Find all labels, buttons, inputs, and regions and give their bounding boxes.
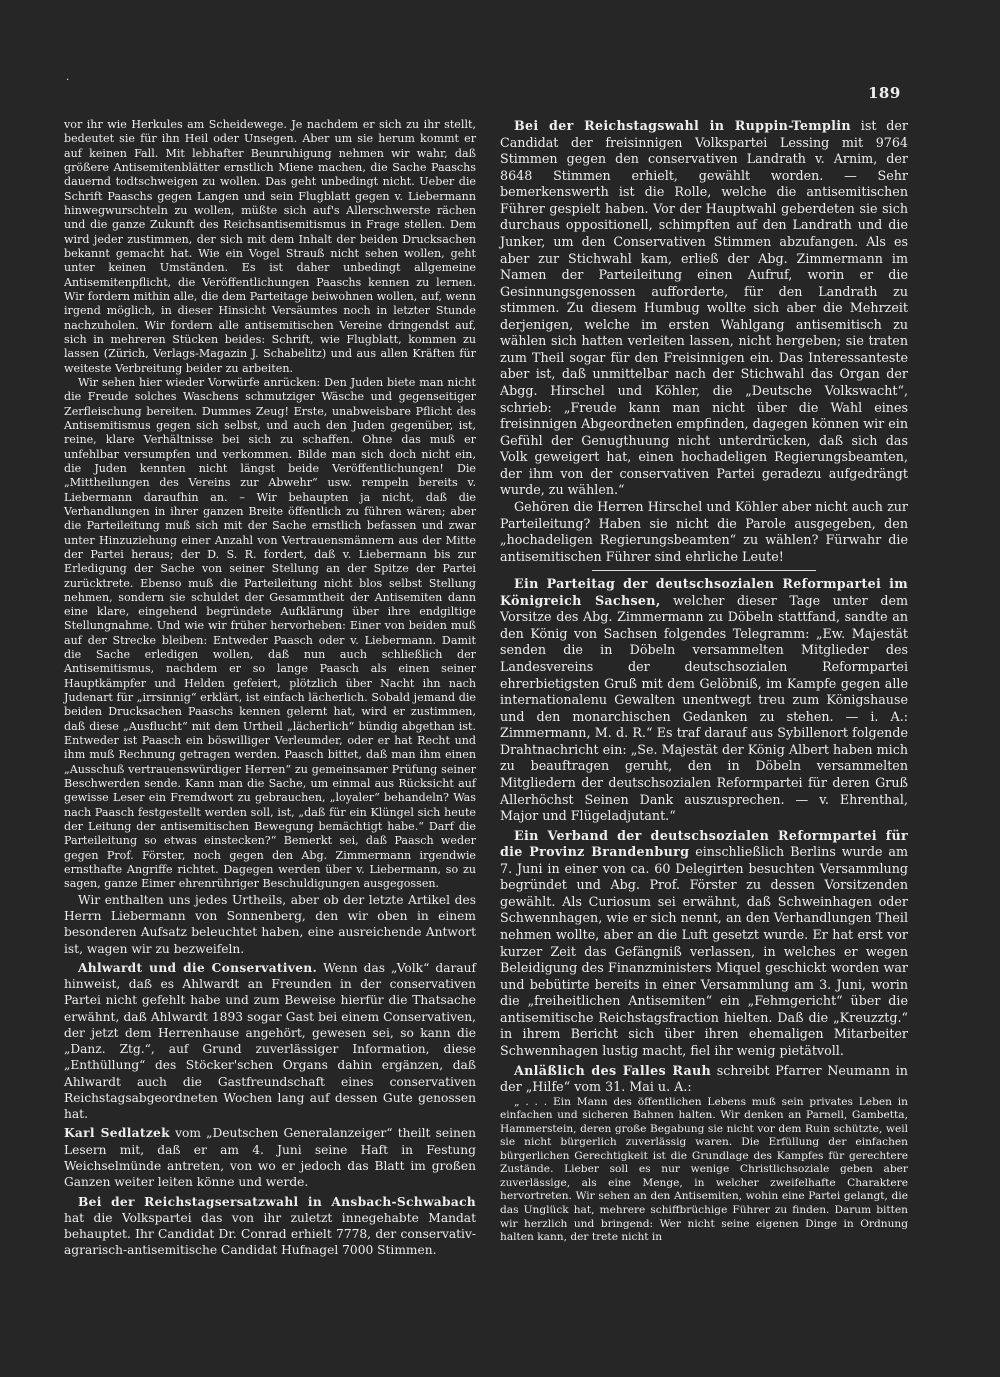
article-heading: Bei der Reichstagsersatzwahl in Ansbach-Schwabach xyxy=(78,1194,476,1209)
article-paragraph xyxy=(64,376,476,892)
quoted-passage xyxy=(500,1096,908,1245)
paragraph-text: „ . . . Ein Mann des öffentlichen Lebens muß sein privates Leben in einfachen und sicheren Bahnen halten. Wir denken an Parnell, Gambetta, Hammerstein, deren große Begabung sie nicht vor dem Ruin schützte, weil sie nicht bürgerlich zuverlässig waren. Die Erfüllung der einfachen bürgerlichen Gerechtigkeit ist die Grundlage des Kampfes für gerechtere Zustände. Lieber soll es nur wenige Christlichsoziale geben aber zuverlässige, als eine Menge, in welcher zweifelhafte Charaktere hervortreten. Wir sehen an den Antisemiten, wohin eine Partei gelangt, die das Unglück hat, mehrere schiffbrüchige Führer zu finden. Darum bitten wir herzlich und bringend: Wer nicht seine eigenen Dinge in Ordnung halten kann, der trete nicht in xyxy=(500,1095,908,1244)
paragraph-text: schreibt Pfarrer Neumann in der „Hilfe“ vom 31. Mai u. A.: xyxy=(500,1062,908,1095)
paragraph-text: Wir sehen hier wieder Vorwürfe anrücken: Den Juden biete man nicht die Freude solches Waschens schmutziger Wäsche und gegenseitiger Zerfleischung bereiten. Dummes Zeug! Erste, unabweisbare Pflicht des Antisemitismus gegen sich selbst, und auch den Juden gegenüber, ist, reine, klare Verhältnisse bei sich zu schaffen. Ohne das muß er unfehlbar versumpfen und verkommen. Bilde man sich doch nicht ein, die Juden kennten nicht längst beide Veröffentlichungen! Die „Mittheilungen des Vereins zur Abwehr“ usw. rempeln bereits v. Liebermann daraufhin an. – Wir behaupten ja nicht, daß die Verhandlungen in ihrer ganzen Breite öffentlich zu führen wären; aber die Parteileitung muß sich mit der Sache ernstlich befassen und zwar unter Hinzuziehung einer Anzahl von Vertrauensmännern aus der Mitte der Partei heraus; der D. S. R. fordert, daß v. Liebermann bis zur Erledigung der Sache von seiner Stellung an der Spitze der Partei zurücktrete. Ebenso muß die Parteileitung nicht blos selbst Stellung nehmen, sondern sie schuldet der Gesammtheit der Antisemiten dann eine klare, eingehend begründete Aufklärung über ihre endgiltige Stellungnahme. Und wie wir früher hervorheben: Einer von beiden muß auf der Strecke bleiben: Entweder Paasch oder v. Liebermann. Damit die Sache erledigen wollen, daß nun auch schließlich der Antisemitismus, nachdem er so lange Paasch als einen seiner Hauptkämpfer und Helden gefeiert, plötzlich über Nacht ihn nach Judenart für „irrsinnig“ erklärt, ist einfach lächerlich. Sobald jemand die beiden Drucksachen Paaschs kennen gelernt hat, wird er zustimmen, daß diese „Ausflucht“ mit dem Urtheil „lächerlich“ bündig abgethan ist. Entweder ist Paasch ein böswilliger Verleumder, oder er hat Recht und ihm muß Rechnung getragen werden. Paasch bittet, daß man ihm einen „Ausschuß vertrauenswürdiger Herren“ zu gemeinsamer Prüfung seiner Beschwerden sende. Kann man die Sache, um einmal aus Rücksicht auf gewisse Leser ein Fremdwort zu gebrauchen, „loyaler“ behandeln? Was nach Paasch festgestellt werden soll, ist, „daß für ein Klüngel sich heute der Leitung der antisemitischen Bewegung bemächtigt habe.“ Darf die Parteileitung so etwas einstecken?“ Bemerkt sei, daß Paasch weder gegen Prof. Förster, noch gegen den Abg. Zimmermann irgendwie ernsthafte Angriffe richtet. Dagegen werden über v. Liebermann, so zu sagen, ganze Eimer ehrenrühriger Beschuldigungen ausgegossen. xyxy=(64,375,476,891)
section-divider xyxy=(592,570,816,571)
article-heading: Bei der Reichstagswahl in Ruppin-Templin xyxy=(514,118,851,133)
article-ahlwardt xyxy=(64,960,476,1123)
article-paragraph xyxy=(500,499,908,565)
article-heading: Karl Sedlatzek xyxy=(64,1126,170,1141)
paragraph-text: vor ihr wie Herkules am Scheidewege. Je nachdem er sich zu ihr stellt, bedeutet sie für ihn Heil oder Unsegen. Aber um sie herum kommt er auf keinen Fall. Mit lebhafter Beunruhigung nehmen wir wahr, daß größere Antisemitenblätter ernstlich Miene machen, die Sache Paaschs dauernd todtschweigen zu wollen. Das geht unbedingt nicht. Ueber die Schrift Paaschs gegen Langen und sein Flugblatt gegen v. Liebermann hinwegwurschteln zu wollen, müßte sich auf's Allerschwerste rächen und die ganze Zukunft des Reichsantisemitismus in Frage stellen. Dem wird jeder zustimmen, der sich mit dem Inhalt der beiden Drucksachen bekannt gemacht hat. Wie ein Vogel Strauß nicht sehen wollen, geht unter keinen Umständen. Es ist daher unbedingt allgemeine Antisemitenpflicht, die Veröffentlichungen Paaschs kennen zu lernen. Wir fordern mithin alle, die dem Parteitage beiwohnen wollen, auf, wenn irgend möglich, in dieser Hinsicht Versäumtes noch in letzter Stunde nachzuholen. Wir fordern alle antisemitischen Vereine dringendst auf, sich in mehreren Stücken beides: Schrift, wie Flugblatt, kommen zu lassen (Zürich, Verlags-Magazin J. Schabelitz) und aus allen Kräften für weiteste Verbreitung beider zu arbeiten. xyxy=(64,118,476,375)
paragraph-text: Gehören die Herren Hirschel und Köhler aber nicht auch zur Parteileitung? Haben sie nicht die Parole ausgegeben, den „hochadeligen Regierungsbeamten“ zu wählen? Fürwahr die antisemitischen Führer sind ehrliche Leute! xyxy=(500,498,908,564)
article-sachsen xyxy=(500,576,908,824)
paragraph-text: vom „Deutschen Generalanzeiger“ theilt seinen Lesern mit, daß er am 4. Juni seine Haft in Festung Weichselmünde antreten, von wo er jedoch das Blatt im großen Ganzen weiter leiten könne und werde. xyxy=(64,1126,477,1190)
paragraph-text: einschließlich Berlins wurde am 7. Juni in einer von ca. 60 Delegirten besuchten Versammlung begründet und Abg. Prof. Förster zu dessen Vorsitzenden gewählt. Als Curiosum sei erwähnt, daß Schweinhagen oder Schwennhagen, wie er sich nennt, an den Verhandlungen Theil nehmen wollte, aber an die Luft gesetzt wurde. Er hat erst vor kurzer Zeit das Gefängniß verlassen, in welches er wegen Beleidigung des Finanzministers Miquel geschickt worden war und bebütirte bereits in einer Versammlung am 3. Juni, worin die „freiheitlichen Antisemiten“ ein „Fehmgericht“ über die antisemitische Reichstagsfraction hielten. Daß die „Kreuzztg.“ in ihrem Bericht sich über ihren ehemaligen Mitarbeiter Schwennhagen lustig macht, fiel ihr wenig pietätvoll. xyxy=(500,844,908,1058)
paragraph-text: welcher dieser Tage unter dem Vorsitze des Abg. Zimmermann zu Döbeln stattfand, sandte an den König von Sachsen folgendes Telegramm: „Ew. Majestät senden die in Döbeln versammelten Mitglieder des Landesvereins der deutschsozialen Reformpartei ehrerbietigsten Gruß mit dem Gelöbniß, im Kampfe gegen alle internationalenu Gewalten unentwegt treu zum Königshause und den monarchischen Gedanken zu stehen. — i. A.: Zimmermann, M. d. R.“ Es traf darauf aus Sybillenort folgende Drahtnachricht ein: „Se. Majestät der König Albert haben mich zu beauftragen geruht, den in Döbeln versammelten Mitgliedern der deutschsozialen Reformpartei für deren Gruß Allerhöchst Seinen Dank auszusprechen. — v. Ehrenthal, Major und Flügeladjutant.“ xyxy=(500,592,908,824)
article-heading: Ein Parteitag der deutschsozialen Reformpartei im Königreich Sachsen, xyxy=(500,576,908,608)
article-brandenburg xyxy=(500,828,908,1060)
article-paragraph xyxy=(64,892,476,957)
page-number: 189 xyxy=(868,84,901,102)
article-paragraph xyxy=(64,118,476,376)
article-sedlatzek xyxy=(64,1125,476,1190)
article-rauh xyxy=(500,1063,908,1096)
paragraph-text: ist der Candidat der freisinnigen Volkspartei Lessing mit 9764 Stimmen gegen den conservativen Landrath v. Arnim, der 8648 Stimmen erhielt, gewählt worden. — Sehr bemerkenswerth ist die Rolle, welche die antisemitischen Führer gespielt haben. Vor der Hauptwahl geberdeten sie sich durchaus oppositionell, schimpften auf den Landrath und die Junker, um den Conservativen Stimmen abzufangen. Als es aber zur Stichwahl kam, erließ der Abg. Zimmermann im Namen der Parteileitung einen Aufruf, worin er die Gesinnungsgenossen aufforderte, für den Landrath zu stimmen. Zu diesem Humbug wollte sich aber die Mehrzeit derjenigen, welche im ersten Wahlgang antisemitisch zu wählen sich hatten verleiten lassen, nicht hergeben; sie traten zum Theil sogar für den Freisinnigen ein. Das Interessanteste aber ist, daß unmittelbar nach der Stichwahl das Organ der Abgg. Hirschel und Köhler, die „Deutsche Volkswacht“, schrieb: „Freude kann man nicht über die Wahl eines freisinnigen Abgeordneten empfinden, dagegen können wir ein Gefühl der Genugthuung nicht unterdrücken, daß sich das Volk geweigert hat, einen hochadeligen Regierungsbeamten, der ihm von der conservativen Partei geradezu aufgedrängt wurde, zu wählen.“ xyxy=(500,118,909,498)
left-column xyxy=(64,118,476,1259)
article-ruppin xyxy=(500,118,908,499)
article-heading: Ahlwardt und die Conservativen. xyxy=(78,960,318,975)
paragraph-text: hat die Volkspartei das von ihr zuletzt innegehabte Mandat behauptet. Ihr Candidat Dr. Conrad erhielt 7778, der conservativ-agrarisch-antisemitische Candidat Hufnagel 7000 Stimmen. xyxy=(64,1210,476,1258)
article-heading: Ein Verband der deutschsozialen Reformpartei für die Provinz Brandenburg xyxy=(500,827,908,860)
article-ansbach xyxy=(64,1194,476,1259)
paragraph-text: Wenn das „Volk“ darauf hinweist, daß es Ahlwardt an Freunden in der conservativen Partei nicht gefehlt habe und zum Beweise hierfür die Thatsache erwähnt, daß Ahlwardt 1893 sogar Gast bei einem Conservativen, der jetzt dem Herrenhause angehört, gewesen sei, so kann die „Danz. Ztg.“, auf Grund zuverlässiger Information, diese „Enthüllung“ des Stöcker'schen Organs dahin ergänzen, daß Ahlwardt auch die Gastfreundschaft eines conservativen Reichstagsabgeordneten Wochen lang auf dessen Gute genossen hat. xyxy=(64,960,476,1122)
right-column xyxy=(500,118,908,1245)
article-heading: Anläßlich des Falles Rauh xyxy=(514,1062,712,1078)
margin-mark: . xyxy=(66,72,70,83)
paragraph-text: Wir enthalten uns jedes Urtheils, aber ob der letzte Artikel des Herrn Liebermann von Sonnenberg, den wir oben in einem besonderen Aufsatz beleuchtet haben, eine ausreichende Antwort ist, wagen wir zu bezweifeln. xyxy=(64,892,476,956)
